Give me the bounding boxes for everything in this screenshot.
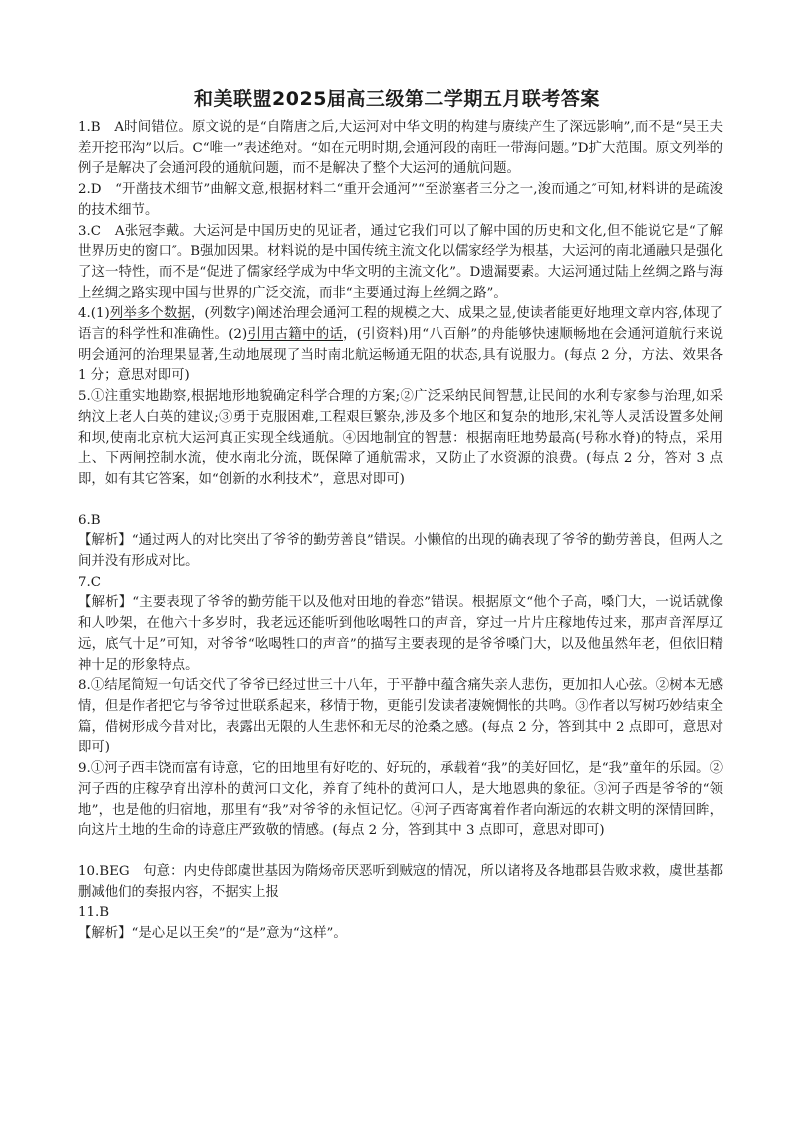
underlined-phrase: 列举多个数据 — [109, 306, 191, 322]
answer-content — [78, 118, 723, 945]
answer-paragraph-q6a: 【解析】“通过两人的对比突出了爷爷的勤劳善良”错误。小懒倌的出现的确表现了爷爷的勤劳善良，但两人之间并没有形成对比。 — [78, 533, 723, 570]
answer-paragraph-q1: 1.B A时间错位。原文说的是“自隋唐之后,大运河对中华文明的构建与赓续产生了深远影响”,而不是“吴王夫差开挖邗沟”以后。C“唯一”表述绝对。“如在元明时期,会通河段的南旺一带海问题。”D扩大范围。原文列举的例子是解决了会通河段的通航问题，而不是解决了整个大运河的通航问题。 — [78, 120, 723, 177]
answer-text: 4.(1) — [78, 306, 110, 322]
underlined-phrase: 引用古籍中的话 — [247, 327, 344, 343]
answer-paragraph-q9: 9.①河子西丰饶而富有诗意，它的田地里有好吃的、好玩的，承载着“我”的美好回忆，是“我”童年的乐园。②河子西的庄稼孕育出淳朴的黄河口文化，养育了纯朴的黄河口人，是大地恩典的象征。③河子西是爷爷的“领地”，也是他的归宿地，那里有“我”对爷爷的永恒记忆。④河子西寄寓着作者向渐远的农耕文明的深情回眸，向这片土地的生命的诗意庄严致敬的情感。(每点 2 分，答到其中 3 点即可，意思对即可) — [78, 761, 723, 839]
page-title: 和美联盟2025届高三级第二学期五月联考答案 — [194, 88, 600, 110]
answer-paragraph-q7a: 【解析】“主要表现了爷爷的勤劳能干以及他对田地的眷恋”错误。根据原文“他个子高，嗓门大，一说话就像和人吵架，在他六十多岁时，我老远还能听到他吆喝牲口的声音，穿过一片片庄稼地传过来，那声音浑厚辽远，底气十足”可知，对爷爷“吆喝牲口的声音”的描写主要表现的是爷爷嗓门大，以及他虽然年老，但依旧精神十足的形象特点。 — [78, 595, 723, 673]
answer-paragraph-q2: 2.D “开凿技术细节”曲解文意,根据材料二“重开会通河”“至淤塞者三分之一,浚而通之″可知,材料讲的是疏浚的技术细节。 — [78, 182, 723, 218]
answer-paragraph-q4 — [78, 304, 723, 387]
answer-paragraph-q11: 11.B — [78, 905, 110, 921]
answer-paragraph-q3: 3.C A张冠李戴。大运河是中国历史的见证者，通过它我们可以了解中国的历史和文化,但不能说它是“了解世界历史的窗口″。B强加因果。材料说的是中国传统主流文化以儒家经学为根基，大运河的南北通融只是强化了这一特性，而不是“促进了儒家经学成为中华文明的主流文化”。D遗漏要素。大运河通过陆上丝绸之路与海上丝绸之路实现中国与世界的广泛交流，而非“主要通过海上丝绸之路”。 — [78, 223, 723, 301]
answer-paragraph-q8: 8.①结尾简短一句话交代了爷爷已经过世三十八年，于平静中蕴含痛失亲人悲伤，更加扣人心弦。②树本无感情，但是作者把它与爷爷过世联系起来，移情于物，更能引发读者凄婉惆怅的共鸣。③作者以写树巧妙结束全篇，借树形成今昔对比，表露出无限的人生悲怀和无尽的沧桑之感。(每点 2 分，答到其中 2 点即可，意思对即可) — [78, 678, 723, 756]
answer-paragraph-q7: 7.C — [78, 574, 102, 590]
answer-paragraph-q11a: 【解析】“是心足以王矣”的“是”意为“这样”。 — [78, 926, 347, 942]
answer-text: ，(引资料)用“八百斛”的舟能够快速顺畅地在会通河道航行来说明会通河的治理果显著,生动地展现了当时南北航运畅通无阻的状态,具有说服力。(每点 2 分，方法、效果各 1 分；意思对即可) — [78, 327, 724, 384]
answer-paragraph-q5: 5.①注重实地勘察,根据地形地貌确定科学合理的方案;②广泛采纳民间智慧,让民间的水利专家参与治理,如采纳汶上老人白英的建议;③勇于克服困难,工程艰巨繁杂,涉及多个地区和复杂的地形,宋礼等人灵活设置多处闸和坝,使南北京杭大运河真正实现全线通航。④因地制宜的智慧：根据南旺地势最高(号称水脊)的特点，采用上、下两闸控制水流，使水南北分流，既保障了通航需求，又防止了水资源的浪费。(每点 2 分，答对 3 点即，如有其它答案，如“创新的水利技术”，意思对即可) — [78, 389, 723, 487]
answer-text: ，(列数字)阐述治理会通河工程的规模之大、成果之显,使读者能更好地理文章内容,体现了语言的科学性和准确性。(2) — [78, 306, 723, 343]
answer-paragraph-q6: 6.B — [78, 512, 101, 528]
answer-paragraph-q10: 10.BEG 句意：内史侍郎虞世基因为隋炀帝厌恶听到贼寇的情况，所以诸将及各地郡县告败求救，虞世基都删减他们的奏报内容，不据实上报 — [78, 863, 723, 900]
